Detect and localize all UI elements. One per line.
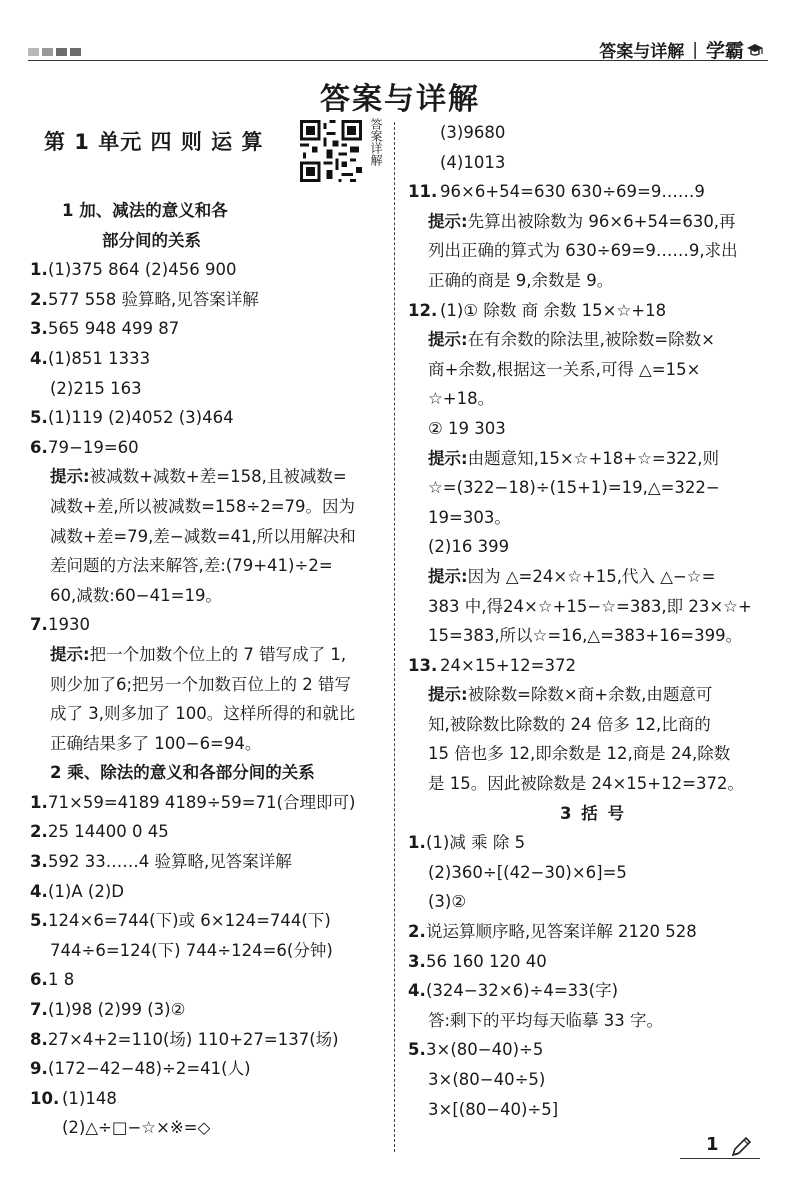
hint-line bbox=[408, 562, 778, 592]
item-number: 5. bbox=[408, 1040, 426, 1060]
header-decoration bbox=[28, 48, 81, 56]
item-number: 1. bbox=[30, 792, 48, 812]
hint-line bbox=[408, 444, 778, 474]
section-heading: 部分间的关系 bbox=[102, 230, 201, 250]
hint-continuation: 正确的商是 9,余数是 9。 bbox=[428, 270, 614, 290]
answer-continuation: (3)② bbox=[428, 892, 467, 912]
answer-item bbox=[30, 433, 390, 463]
item-text: (1)98 (2)99 (3)② bbox=[48, 1000, 186, 1020]
hint-continuation: 19=303。 bbox=[428, 507, 511, 527]
item-number: 8. bbox=[30, 1029, 48, 1049]
item-number: 4. bbox=[30, 348, 48, 368]
answer-item bbox=[30, 1084, 390, 1114]
column-divider bbox=[394, 122, 395, 1152]
header-separator: | bbox=[692, 39, 698, 60]
answer-item bbox=[408, 651, 778, 681]
answer-continuation: 744÷6=124(下) 744÷124=6(分钟) bbox=[50, 940, 333, 960]
item-number: 10. bbox=[30, 1088, 60, 1108]
answer-item bbox=[408, 177, 778, 207]
answer-continuation: 答:剩下的平均每天临摹 33 字。 bbox=[428, 1010, 664, 1030]
item-number: 3. bbox=[30, 852, 48, 872]
answer-continuation: (2)△÷□−☆×※=◇ bbox=[62, 1118, 211, 1138]
item-number: 9. bbox=[30, 1059, 48, 1079]
item-text: (172−42−48)÷2=41(人) bbox=[48, 1059, 251, 1079]
unit-heading: 第 1 单元 四 则 运 算 bbox=[44, 130, 264, 154]
item-number: 7. bbox=[30, 1000, 48, 1020]
item-text: 96×6+54=630 630÷69=9……9 bbox=[440, 182, 705, 202]
item-text: (324−32×6)÷4=33(字) bbox=[426, 981, 619, 1001]
answer-item bbox=[30, 788, 390, 818]
hint-continuation: 知,被除数比除数的 24 倍多 12,比商的 bbox=[428, 714, 711, 734]
answer-item bbox=[30, 285, 390, 315]
graduation-cap-icon bbox=[746, 42, 764, 58]
hint-continuation: 减数+差=79,差−减数=41,所以用解决和 bbox=[50, 526, 356, 546]
item-number: 13. bbox=[408, 655, 438, 675]
section-heading: 2 乘、除法的意义和各部分间的关系 bbox=[50, 763, 315, 783]
answer-continuation: 3×(80−40÷5) bbox=[428, 1070, 546, 1089]
hint-text: 被减数+减数+差=158,且被减数= bbox=[89, 467, 347, 487]
item-number: 7. bbox=[30, 615, 48, 635]
item-text: 592 33……4 验算略,见答案详解 bbox=[48, 852, 292, 872]
hint-text: 被除数=除数×商+余数,由题意可 bbox=[467, 685, 713, 705]
hint-line bbox=[30, 640, 390, 670]
page-number: 1 bbox=[706, 1134, 719, 1155]
item-text: (1)119 (2)4052 (3)464 bbox=[48, 408, 234, 428]
hint-continuation: 商+余数,根据这一关系,可得 △=15× bbox=[428, 359, 701, 379]
right-answer-list bbox=[408, 118, 778, 1124]
hint-line bbox=[408, 325, 778, 355]
hint-continuation: 列出正确的算式为 630÷69=9……9,求出 bbox=[428, 241, 738, 261]
item-text: 1930 bbox=[48, 615, 90, 635]
item-text: (1)① 除数 商 余数 15×☆+18 bbox=[440, 300, 667, 320]
hint-continuation: 60,减数:60−41=19。 bbox=[50, 585, 222, 605]
answer-item bbox=[408, 917, 778, 947]
unit-header bbox=[30, 118, 390, 196]
left-answer-list bbox=[30, 196, 390, 1143]
pencil-icon bbox=[730, 1136, 752, 1158]
answer-continuation: (2)16 399 bbox=[428, 537, 510, 557]
item-text: 79−19=60 bbox=[48, 437, 139, 457]
item-number: 3. bbox=[408, 951, 426, 971]
answer-item bbox=[30, 1054, 390, 1084]
answer-item bbox=[30, 877, 390, 907]
brand-logo: 学霸 bbox=[705, 40, 744, 62]
header-section-label: 答案与详解 bbox=[599, 42, 685, 62]
item-number: 2. bbox=[30, 822, 48, 842]
answer-item bbox=[30, 255, 390, 285]
hint-continuation: ☆=(322−18)÷(15+1)=19,△=322− bbox=[428, 478, 720, 498]
item-text: (1)851 1333 bbox=[48, 348, 151, 368]
item-number: 6. bbox=[30, 437, 48, 457]
answer-item bbox=[408, 828, 778, 858]
item-text: (1)A (2)D bbox=[48, 881, 124, 901]
item-text: 71×59=4189 4189÷59=71(合理即可) bbox=[48, 792, 356, 812]
item-text: (1)148 bbox=[62, 1088, 117, 1108]
hint-label: 提示: bbox=[428, 566, 468, 586]
hint-line bbox=[408, 207, 778, 237]
answer-continuation: (4)1013 bbox=[440, 152, 506, 172]
item-number: 2. bbox=[30, 289, 48, 309]
item-number: 4. bbox=[408, 981, 426, 1001]
item-number: 11. bbox=[408, 182, 438, 202]
answer-item bbox=[30, 817, 390, 847]
item-number: 1. bbox=[30, 260, 48, 280]
hint-text: 在有余数的除法里,被除数=除数× bbox=[467, 330, 716, 350]
footer-rule bbox=[680, 1158, 760, 1159]
hint-label: 提示: bbox=[428, 685, 468, 705]
hint-continuation: 成了 3,则多加了 100。这样所得的和就比 bbox=[50, 704, 356, 724]
item-text: (1)减 乘 除 5 bbox=[426, 833, 526, 853]
item-text: 124×6=744(下)或 6×124=744(下) bbox=[48, 911, 331, 931]
item-number: 6. bbox=[30, 970, 48, 990]
answer-item bbox=[408, 296, 778, 326]
answer-item bbox=[30, 610, 390, 640]
answer-item bbox=[30, 906, 390, 936]
hint-text: 把一个加数个位上的 7 错写成了 1, bbox=[89, 644, 347, 664]
qr-label: 答案详解 bbox=[369, 118, 383, 166]
right-column bbox=[408, 118, 778, 1124]
item-text: 565 948 499 87 bbox=[48, 319, 180, 339]
hint-line bbox=[408, 680, 778, 710]
hint-continuation: 383 中,得24×☆+15−☆=383,即 23×☆+ bbox=[428, 596, 752, 616]
answer-item bbox=[30, 965, 390, 995]
item-text: 25 14400 0 45 bbox=[48, 822, 169, 842]
page-title: 答案与详解 bbox=[320, 82, 480, 117]
hint-continuation: 15=383,所以☆=16,△=383+16=399。 bbox=[428, 626, 743, 646]
item-number: 5. bbox=[30, 408, 48, 428]
hint-label: 提示: bbox=[428, 448, 468, 468]
hint-continuation: 是 15。因此被除数是 24×15+12=372。 bbox=[428, 774, 744, 794]
item-text: 56 160 120 40 bbox=[426, 951, 547, 971]
hint-continuation: 正确结果多了 100−6=94。 bbox=[50, 733, 262, 753]
item-number: 12. bbox=[408, 300, 438, 320]
answer-continuation: (3)9680 bbox=[440, 123, 506, 142]
hint-continuation: ☆+18。 bbox=[428, 389, 495, 409]
section-heading: 1 加、减法的意义和各 bbox=[62, 201, 228, 220]
item-number: 5. bbox=[30, 911, 48, 931]
header-right bbox=[599, 36, 764, 63]
hint-continuation: 则少加了6;把另一个加数百位上的 2 错写 bbox=[50, 674, 352, 694]
answer-item bbox=[408, 976, 778, 1006]
hint-label: 提示: bbox=[428, 211, 468, 231]
answer-item bbox=[30, 314, 390, 344]
answer-item bbox=[30, 995, 390, 1025]
hint-label: 提示: bbox=[50, 644, 90, 664]
item-text: 3×(80−40)÷5 bbox=[426, 1040, 544, 1060]
item-number: 1. bbox=[408, 833, 426, 853]
hint-continuation: 15 倍也多 12,即余数是 12,商是 24,除数 bbox=[428, 744, 731, 764]
item-text: 27×4+2=110(场) 110+27=137(场) bbox=[48, 1029, 339, 1049]
answer-item bbox=[30, 847, 390, 877]
answer-item bbox=[408, 1035, 778, 1065]
page-header bbox=[0, 0, 800, 70]
item-text: 说运算顺序略,见答案详解 2120 528 bbox=[426, 922, 697, 942]
hint-label: 提示: bbox=[50, 467, 90, 487]
hint-line bbox=[30, 462, 390, 492]
answer-item bbox=[30, 1025, 390, 1055]
item-number: 4. bbox=[30, 881, 48, 901]
left-column bbox=[30, 118, 390, 1143]
item-number: 3. bbox=[30, 319, 48, 339]
hint-text: 由题意知,15×☆+18+☆=322,则 bbox=[467, 448, 719, 468]
item-text: (1)375 864 (2)456 900 bbox=[48, 260, 237, 280]
qr-code-icon[interactable] bbox=[300, 120, 362, 182]
hint-continuation: 减数+差,所以被减数=158÷2=79。因为 bbox=[50, 496, 356, 516]
item-number: 2. bbox=[408, 922, 426, 942]
hint-text: 因为 △=24×☆+15,代入 △−☆= bbox=[467, 566, 716, 586]
hint-text: 先算出被除数为 96×6+54=630,再 bbox=[467, 211, 736, 231]
hint-continuation: 差问题的方法来解答,差:(79+41)÷2= bbox=[50, 556, 333, 576]
answer-item bbox=[30, 403, 390, 433]
answer-continuation: 3×[(80−40)÷5] bbox=[428, 1099, 559, 1119]
hint-label: 提示: bbox=[428, 330, 468, 350]
item-text: 1 8 bbox=[48, 970, 75, 990]
item-text: 577 558 验算略,见答案详解 bbox=[48, 289, 259, 309]
item-text: 24×15+12=372 bbox=[440, 655, 576, 675]
answer-item bbox=[408, 947, 778, 977]
answer-continuation: ② 19 303 bbox=[428, 418, 506, 438]
section-heading: 3 括 号 bbox=[560, 803, 626, 823]
answer-item bbox=[30, 344, 390, 374]
answer-continuation: (2)360÷[(42−30)×6]=5 bbox=[428, 862, 627, 882]
answer-continuation: (2)215 163 bbox=[50, 378, 142, 398]
